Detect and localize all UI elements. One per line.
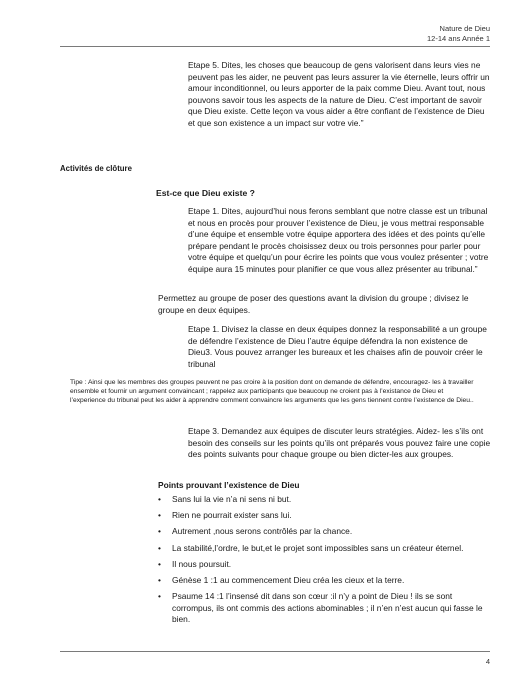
bullet-icon: •	[158, 510, 161, 521]
step5-paragraph: Etape 5. Dites, les choses que beaucoup de gens valorisent dans leurs vies ne peuvent pas les aider, ne peuvent pas leurs assurer la vie éternelle, leurs offrir un amour inconditionnel, ou leurs apporter de la paix comme Dieu. Avant tout, nous pouvons savoir tous les aspects de la nature de Dieu. C’est important de savoir que Dieu existe. Cette leçon va vous aider a être confiant de l’existence de Dieu et que son existence a un impact sur votre vie.”	[188, 60, 490, 128]
list-item	[158, 591, 490, 626]
list-item	[158, 543, 490, 555]
page-header	[427, 24, 490, 43]
bullet-icon: •	[158, 526, 161, 537]
list-item-text: Génèse 1 :1 au commencement Dieu créa les cieux et la terre.	[172, 574, 405, 585]
list-item-text: Sans lui la vie n’a ni sens ni but.	[172, 494, 292, 504]
list-item	[158, 575, 490, 587]
questions-paragraph: Permettez au groupe de poser des questions avant la division du groupe ; divisez le groupe en deux équipes.	[158, 293, 469, 315]
list-item	[158, 510, 490, 522]
step3-paragraph: Etape 3. Demandez aux équipes de discuter leurs stratégies. Aidez- les s’ils ont besoin des conseils sur les points qu’ils ont préparés vous pouvez faire une copie des points suivants pour chaque groupe ou bien dicter-les aux groupes.	[188, 426, 491, 460]
question-heading: Est-ce que Dieu existe ?	[156, 188, 255, 198]
closing-activities-heading: Activités de clôture	[60, 164, 132, 173]
header-title: Nature de Dieu	[439, 24, 490, 33]
bullet-icon: •	[158, 558, 161, 569]
header-rule	[60, 46, 490, 47]
list-item-text: Rien ne pourrait exister sans lui.	[172, 510, 292, 521]
list-item-text: La stabilité,l’ordre, le but,et le projet sont impossibles sans un créateur éternel.	[172, 542, 464, 553]
footer-rule	[60, 651, 490, 652]
points-heading: Points prouvant l’existence de Dieu	[158, 480, 300, 490]
points-list	[158, 494, 490, 631]
list-item-text: Il nous poursuit.	[172, 558, 232, 569]
tip-note: Tipe : Ainsi que les membres des groupes peuvent ne pas croire à la position dont on demande de défendre, encouragez- les à travailler ensemble et fournir un argument convaincant ; rappelez aux participants que beaucoup ne croient pas à l’existance de Dieu et l’experience du tribunal peut les aider à apprendre comment convaincre les arguments que les gens tiennent contre l’existence de Dieu..	[70, 379, 474, 405]
bullet-icon: •	[158, 574, 161, 585]
list-item-text: Autrement ,nous serons contrôlés par la chance.	[172, 526, 353, 537]
step1-divide-paragraph: Etape 1. Divisez la classe en deux équipes donnez la responsabilité a un groupe de défendre l’existence de Dieu l’autre équipe défendra la non existence de Dieu3. Vous pouvez arranger les bureaux et les chaises afin de pouvoir créer le tribunal	[188, 324, 487, 369]
step1-trial-paragraph: Etape 1. Dites, aujourd’hui nous ferons semblant que notre classe est un tribunal et nous en procès pour prouver l’existence de Dieu, je vous mettrai responsable d’une équipe et ensemble votre équipe apportera des idées et des points qu’elle prépare pendant le procès choisissez deux ou trois personnes pour parler pour votre équipe et quelqu’un pour écrire les points que vous voulez présenter ; votre équipe aura 15 minutes pour planifier ce que vous allez présenter au tribunal.”	[188, 206, 489, 274]
list-item	[158, 494, 490, 506]
list-item	[158, 526, 490, 538]
page-number: 4	[485, 657, 490, 666]
bullet-icon: •	[158, 494, 161, 504]
bullet-icon: •	[158, 591, 161, 602]
list-item-text: Psaume 14 :1 l’insensé dit dans son cœur :il n’y a point de Dieu ! ils se sont corrompus, ils ont commis des actions abominables ; il n’en n’est aucun qui fasse le bien.	[172, 591, 483, 625]
list-item	[158, 559, 490, 571]
header-subtitle: 12-14 ans Année 1	[427, 33, 490, 43]
bullet-icon: •	[158, 542, 161, 553]
